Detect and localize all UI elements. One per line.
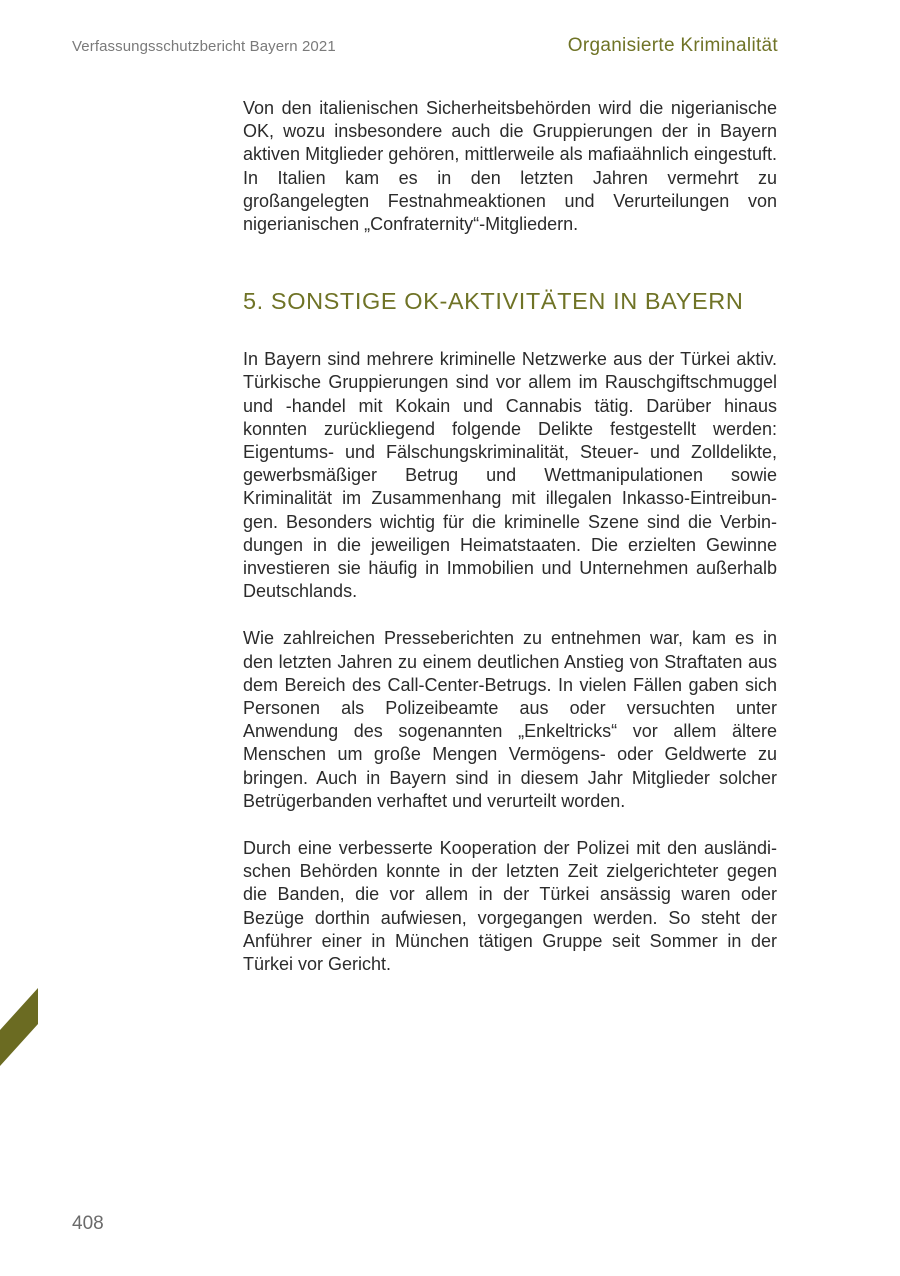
intro-paragraph: Von den italienischen Sicherheitsbehörden wird die nigerianische OK, wozu insbesondere auch die Gruppierungen der in Bayern aktiven Mitglieder gehören, mittlerweile als mafiaähnlich eingestuft. In Italien kam es in den letzten Jahren vermehrt zu großangelegten Festnahmeaktionen und Verurteilungen von nigerianischen „Confraternity“-Mitgliedern. [243,98,777,235]
chapter-marker-tab [0,988,38,1066]
section-heading: 5. SONSTIGE OK-AKTIVITÄTEN IN BAYERN [243,288,744,315]
chapter-title: Organisierte Kriminalität [567,35,778,56]
paragraph-turkish-networks: In Bayern sind mehrere kriminelle Netzwerke aus der Türkei aktiv. Türkische Gruppierungen sind vor allem im Rauschgiftschmuggel und -handel mit Kokain und Cannabis tätig. Darüber hinaus konnten zurückliegend folgende Delikte festgestellt werden: Eigentums- und Fälschungskriminalität, Steuer- und Zolldelikte, gewerbsmäßiger Betrug und Wettmanipulationen sowie Kriminalität im Zusammenhang mit illegalen Inkasso-Eintreibungen. Besonders wichtig für die kriminelle Szene sind die Verbindungen in die jeweiligen Heimatstaaten. Die erzielten Gewinne investieren sie häufig in Immobilien und Unternehmen außerhalb Deutschlands. [243,349,777,602]
paragraph-police-cooperation: Durch eine verbesserte Kooperation der Polizei mit den ausländischen Behörden konnte in der letzten Zeit zielgerichteter gegen die Banden, die vor allem in der Türkei ansässig waren oder Bezüge dorthin aufwiesen, vorgegangen werden. So steht der Anführer einer in München tätigen Gruppe seit Sommer in der Türkei vor Gericht. [243,838,777,975]
main-text-column [243,97,777,976]
paragraph-call-center-fraud: Wie zahlreichen Presseberichten zu entnehmen war, kam es in den letzten Jahren zu einem deutlichen Anstieg von Straftaten aus dem Bereich des Call-Center-Betrugs. In vielen Fällen gaben sich Personen als Polizeibeamte aus oder versuchten unter Anwendung des sogenannten „Enkeltricks“ vor allem ältere Menschen um große Mengen Vermögens- oder Geldwerte zu bringen. Auch in Bayern sind in diesem Jahr Mitglieder solcher Betrügerbanden verhaftet und verurteilt worden. [243,628,777,811]
document-title: Verfassungsschutzbericht Bayern 2021 [72,38,336,55]
page-number: 408 [72,1213,104,1234]
